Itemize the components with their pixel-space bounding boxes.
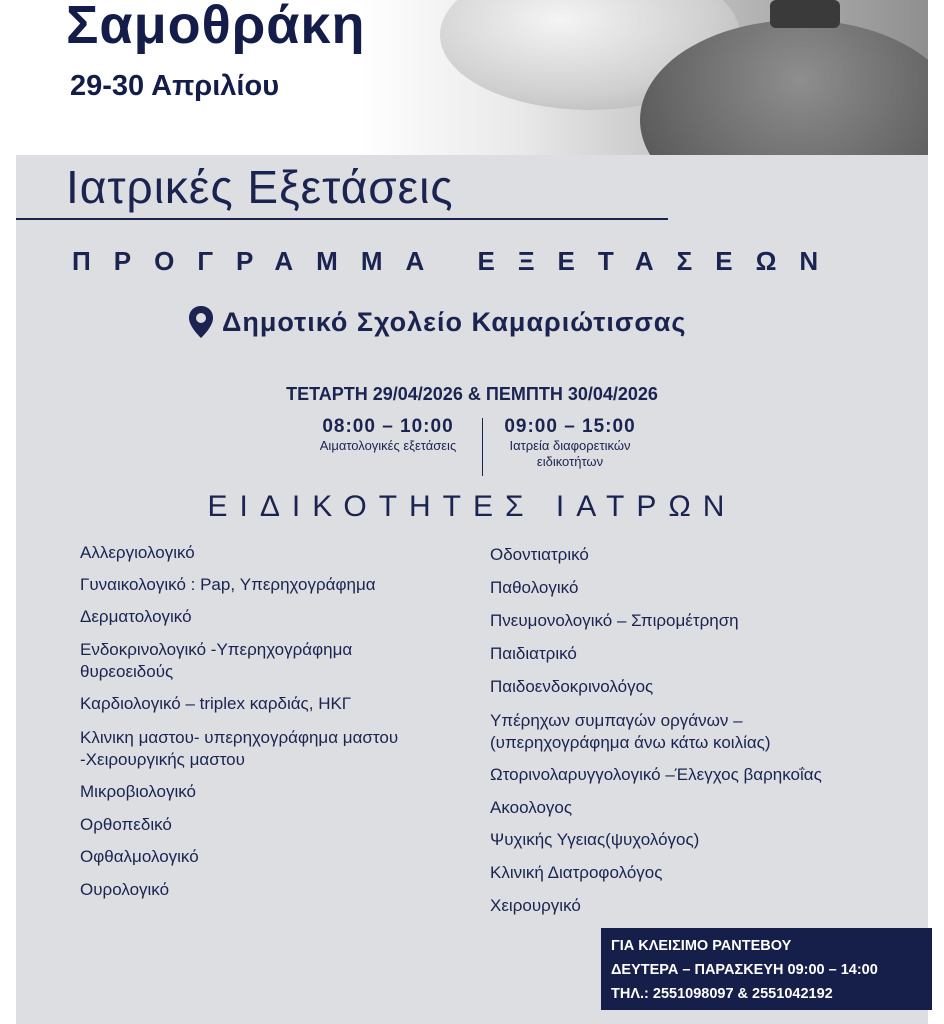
- list-item: Ουρολογικό: [80, 880, 170, 899]
- location-pin-icon: [188, 305, 214, 339]
- list-item: Χειρουργικό: [490, 896, 581, 915]
- location-text: Δημοτικό Σχολείο Καμαριώτισσας: [222, 306, 687, 337]
- booking-phones: ΤΗΛ.: 2551098097 & 2551042192: [611, 986, 833, 1002]
- list-item-line: Κλινικη μαστου- υπερηχογράφημα μαστου: [80, 728, 399, 747]
- booking-hours: ΔΕΥΤΕΡΑ – ΠΑΡΑΣΚΕΥΗ 09:00 – 14:00: [611, 962, 878, 978]
- page-title: Σαμοθράκη: [66, 0, 366, 55]
- program-label: ΠΡΟΓΡΑΜΜΑ ΕΞΕΤΑΣΕΩΝ: [72, 246, 842, 276]
- list-item: Παιδιατρικό: [490, 644, 577, 663]
- time-slot-blood-tests: [302, 416, 474, 454]
- list-item: Κλινική Διατροφολόγος: [490, 863, 663, 882]
- booking-title: ΓΙΑ ΚΛΕΙΣΙΜΟ ΡΑΝΤΕΒΟΥ: [611, 938, 792, 954]
- list-item: [80, 639, 450, 694]
- event-dates-subtitle: 29-30 Απριλίου: [70, 70, 280, 102]
- photo-watch: [770, 0, 840, 28]
- list-item-line: -Χειρουργικής μαστου: [80, 750, 245, 769]
- list-item: Παθολογικό: [490, 578, 579, 597]
- list-item: Ωτορινολαρυγγολογικό –Έλεγχος βαρηκοΐας: [490, 765, 822, 784]
- booking-info-box: [601, 928, 932, 1010]
- list-item-line: (υπερηχογράφημα άνω κάτω κοιλίας): [490, 733, 771, 752]
- specialties-right-list: [490, 545, 890, 929]
- list-item: Δερματολογικό: [80, 607, 192, 626]
- location: [188, 305, 686, 339]
- list-item-line: Ενδοκρινολογικό -Υπερηχογράφημα: [80, 640, 353, 659]
- list-item: Ακοολογος: [490, 798, 573, 817]
- slot-description: Αιματολογικές εξετάσεις: [319, 438, 457, 453]
- list-item: Μικροβιολογικό: [80, 782, 196, 801]
- list-item-line: Υπέρηχων συμπαγών οργάνων –: [490, 711, 743, 730]
- heading-underline: [16, 218, 668, 220]
- list-item: Ψυχικής Υγειας(ψυχολόγος): [490, 830, 700, 849]
- exams-heading: Ιατρικές Εξετάσεις: [66, 161, 454, 213]
- list-item: [490, 710, 890, 765]
- list-item: Οφθαλμολογικό: [80, 847, 199, 866]
- list-item: Καρδιολογικό – triplex καρδιάς, ΗΚΓ: [80, 694, 352, 713]
- specialties-left-list: [80, 543, 450, 912]
- list-item: Πνευμονολογικό – Σπιρομέτρηση: [490, 611, 739, 630]
- slot-description: ειδικοτήτων: [536, 454, 604, 469]
- slot-time: 09:00 – 15:00: [504, 416, 636, 437]
- slot-time: 08:00 – 10:00: [322, 416, 454, 437]
- slot-divider: [482, 418, 483, 476]
- list-item-line: θυρεοειδούς: [80, 662, 174, 681]
- list-item: Οδοντιατρικό: [490, 545, 589, 564]
- list-item: [80, 727, 450, 782]
- time-slot-clinics: [492, 416, 648, 470]
- list-item: Αλλεργιολογικό: [80, 543, 195, 562]
- specialties-heading: ΕΙΔΙΚΟΤΗΤΕΣ ΙΑΤΡΩΝ: [207, 490, 737, 523]
- slot-description: Ιατρεία διαφορετικών: [509, 438, 631, 453]
- exam-dates: ΤΕΤΑΡΤΗ 29/04/2026 & ΠΕΜΠΤΗ 30/04/2026: [286, 384, 658, 404]
- list-item: Γυναικολογικό : Pap, Υπερηχογράφημα: [80, 575, 376, 594]
- list-item: Ορθοπεδικό: [80, 815, 172, 834]
- list-item: Παιδοενδοκρινολόγος: [490, 677, 654, 696]
